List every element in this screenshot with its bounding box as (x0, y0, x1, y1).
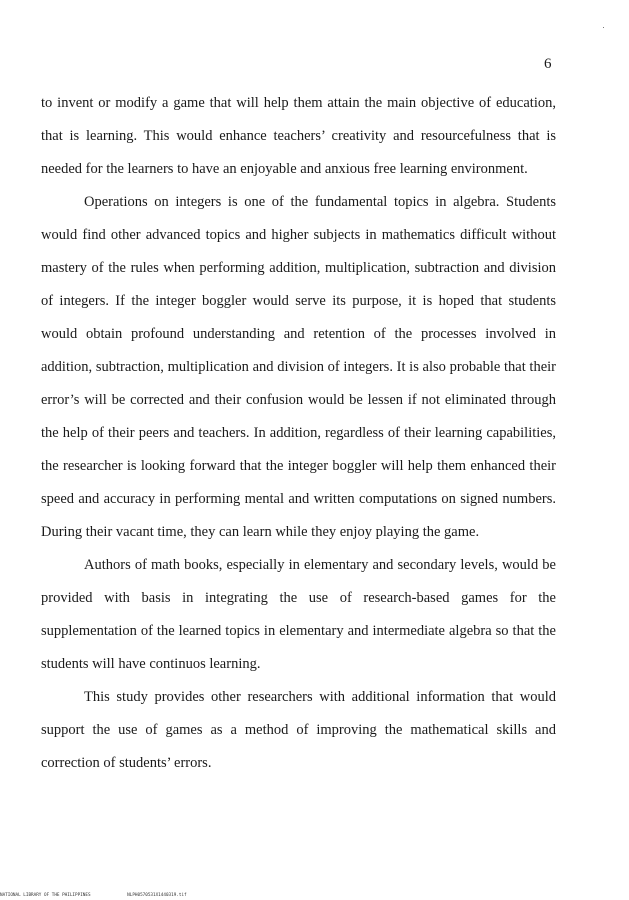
footer-library: NATIONAL LIBRARY OF THE PHILIPPINES (0, 893, 91, 898)
paragraph-continuation: to invent or modify a game that will help them attain the main objective of education, that is learning. This would enhance teachers’ creativity and resourcefulness that is needed for the learners to have an enjoyable and anxious free learning environment. (41, 95, 556, 177)
page-number: 6 (544, 56, 552, 72)
footer-file-id: NLPH0570531X1440319.tif (127, 893, 187, 898)
scan-speck (603, 27, 604, 28)
scan-footer (0, 893, 187, 899)
paragraph-researchers: This study provides other researchers with additional information that would support the use of games as a method of improving the mathematical skills and correction of students’ errors. (41, 689, 556, 771)
paragraph-authors: Authors of math books, especially in elementary and secondary levels, would be provided with basis in integrating the use of research-based games for the supplementation of the learned topics in elementary and intermediate algebra so that the students will have continuos learning. (41, 557, 556, 672)
paragraph-integers: Operations on integers is one of the fundamental topics in algebra. Students would find other advanced topics and higher subjects in mathematics difficult without mastery of the rules when performing addition, multiplication, subtraction and division of integers. If the integer boggler would serve its purpose, it is hoped that students would obtain profound understanding and retention of the processes involved in addition, subtraction, multiplication and division of integers. It is also probable that their error’s will be corrected and their confusion would be lessen if not eliminated through the help of their peers and teachers. In addition, regardless of their learning capabilities, the researcher is looking forward that the integer boggler will help them enhanced their speed and accuracy in performing mental and written computations on signed numbers. During their vacant time, they can learn while they enjoy playing the game. (41, 194, 556, 540)
body-text (41, 87, 556, 780)
